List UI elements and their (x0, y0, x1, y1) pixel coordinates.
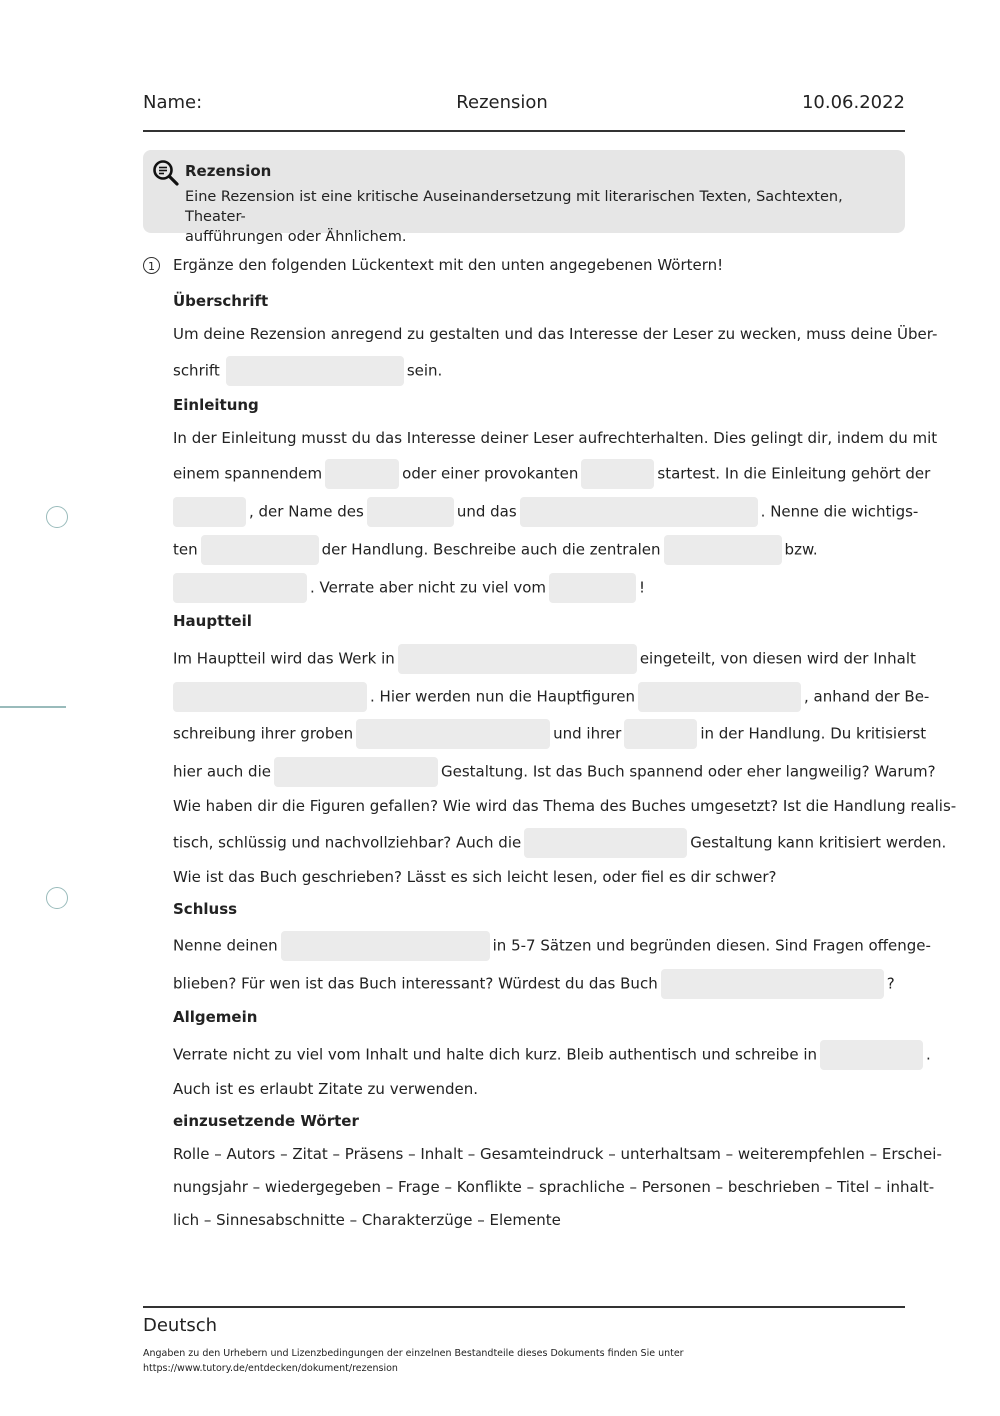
search-icon (152, 159, 180, 187)
blank-field[interactable] (274, 757, 438, 787)
text-line (173, 682, 929, 712)
text: Verrate nicht zu viel vom Inhalt und halte dich kurz. Bleib authentisch und schreibe in (173, 1045, 817, 1064)
section-heading: Allgemein (173, 1008, 258, 1026)
text-line (173, 535, 818, 565)
text-line (173, 459, 930, 489)
punch-hole-mark (46, 506, 68, 528)
blank-field[interactable] (398, 644, 637, 674)
page-header (143, 92, 905, 132)
blank-field[interactable] (367, 497, 454, 527)
blank-field[interactable] (173, 497, 246, 527)
task-number: 1 (143, 257, 160, 274)
blank-field[interactable] (281, 931, 490, 961)
document-title: Rezension (456, 92, 548, 113)
text-line (173, 757, 936, 787)
punch-hole-mark (46, 887, 68, 909)
section-heading: Einleitung (173, 396, 259, 414)
word-list-line: lich – Sinnesabschnitte – Charakterzüge – Elemente (173, 1211, 561, 1229)
name-label: Name: (143, 92, 203, 113)
task-instruction: Ergänze den folgenden Lückentext mit den unten angegebenen Wörtern! (173, 256, 724, 274)
text-line (173, 356, 442, 386)
blank-field[interactable] (581, 459, 654, 489)
word-list-line: Rolle – Autors – Zitat – Präsens – Inhalt – Gesamteindruck – unterhaltsam – weiterempfehlen – Erschei- (173, 1145, 942, 1163)
text: ten (173, 540, 198, 559)
text: ? (886, 974, 895, 993)
blank-field[interactable] (549, 573, 636, 603)
text-line (173, 644, 916, 674)
blank-field[interactable] (664, 535, 782, 565)
text: . (926, 1045, 931, 1064)
text-line: Wie haben dir die Figuren gefallen? Wie wird das Thema des Buches umgesetzt? Ist die Handlung realis- (173, 797, 957, 815)
blank-field[interactable] (661, 969, 884, 999)
blank-field[interactable] (820, 1040, 923, 1070)
text-line: Auch ist es erlaubt Zitate zu verwenden. (173, 1080, 479, 1098)
text: oder einer provokanten (402, 464, 579, 483)
text: eingeteilt, von diesen wird der Inhalt (639, 649, 916, 668)
section-heading: Hauptteil (173, 612, 252, 630)
text-line (173, 969, 895, 999)
text: und ihrer (553, 724, 622, 743)
section-heading: einzusetzende Wörter (173, 1112, 359, 1130)
text: tisch, schlüssig und nachvollziehbar? Auch die (173, 833, 522, 852)
text: hier auch die (173, 762, 271, 781)
license-note (143, 1346, 843, 1376)
document-date: 10.06.2022 (801, 92, 905, 113)
blank-field[interactable] (638, 682, 801, 712)
blank-field[interactable] (356, 719, 550, 749)
text: , der Name des (249, 502, 364, 521)
text: in der Handlung. Du kritisierst (700, 724, 927, 743)
word-list-line: nungsjahr – wiedergegeben – Frage – Konflikte – sprachliche – Personen – beschrieben – Titel – inhalt- (173, 1178, 935, 1196)
text: der Handlung. Beschreibe auch die zentralen (321, 540, 661, 559)
text: , anhand der Be- (803, 687, 930, 706)
text-line: Um deine Rezension anregend zu gestalten und das Interesse der Leser zu wecken, muss deine Über- (173, 325, 938, 343)
text: Gestaltung. Ist das Buch spannend oder eher langweilig? Warum? (440, 762, 936, 781)
info-box-title: Rezension (185, 162, 272, 180)
text: bzw. (784, 540, 818, 559)
text-line: In der Einleitung musst du das Interesse deiner Leser aufrechterhalten. Dies gelingt dir, indem du mit (173, 429, 938, 447)
fold-mark (0, 706, 66, 708)
text: . Hier werden nun die Hauptfiguren (370, 687, 635, 706)
license-text: Angaben zu den Urhebern und Lizenzbedingungen der einzelnen Bestandteile dieses Dokuments finden Sie unter (143, 1348, 684, 1359)
page-footer (143, 1306, 905, 1374)
text-line (173, 719, 926, 749)
license-url[interactable]: https://www.tutory.de/entdecken/dokument/rezension (143, 1363, 398, 1374)
text-line: Wie ist das Buch geschrieben? Lässt es sich leicht lesen, oder fiel es dir schwer? (173, 868, 777, 886)
text: in 5-7 Sätzen und begründen diesen. Sind Fragen offenge- (492, 936, 931, 955)
text-line (173, 931, 931, 961)
text: startest. In die Einleitung gehört der (657, 464, 931, 483)
subject-label: Deutsch (143, 1315, 218, 1336)
text-line (173, 573, 645, 603)
text: Gestaltung kann kritisiert werden. (690, 833, 947, 852)
text: schreibung ihrer groben (173, 724, 354, 743)
blank-field[interactable] (524, 828, 687, 858)
info-box-line: Eine Rezension ist eine kritische Auseinandersetzung mit literarischen Texten, Sachtexten, Theater- (185, 189, 843, 225)
info-box (143, 150, 905, 245)
info-box-line: aufführungen oder Ähnlichem. (185, 229, 407, 245)
blank-field[interactable] (226, 356, 404, 386)
blank-field[interactable] (201, 535, 319, 565)
text: . Nenne die wichtigs- (760, 502, 919, 521)
text: Im Hauptteil wird das Werk in (173, 649, 395, 668)
blank-field[interactable] (173, 573, 307, 603)
blank-field[interactable] (520, 497, 758, 527)
blank-field[interactable] (624, 719, 697, 749)
section-heading: Überschrift (173, 292, 269, 310)
blank-field[interactable] (173, 682, 367, 712)
text-line (173, 1040, 931, 1070)
text: einem spannendem (173, 464, 323, 483)
text: Nenne deinen (173, 936, 278, 955)
text-line (173, 828, 946, 858)
section-heading: Schluss (173, 900, 238, 918)
text: . Verrate aber nicht zu viel vom (310, 578, 546, 597)
text: ! (638, 578, 645, 597)
blank-field[interactable] (325, 459, 399, 489)
text: sein. (406, 361, 443, 380)
text: blieben? Für wen ist das Buch interessant? Würdest du das Buch (173, 974, 658, 993)
text-line (173, 497, 918, 527)
text: und das (456, 502, 517, 521)
info-box-text (185, 187, 885, 247)
text: schrift (173, 361, 220, 380)
